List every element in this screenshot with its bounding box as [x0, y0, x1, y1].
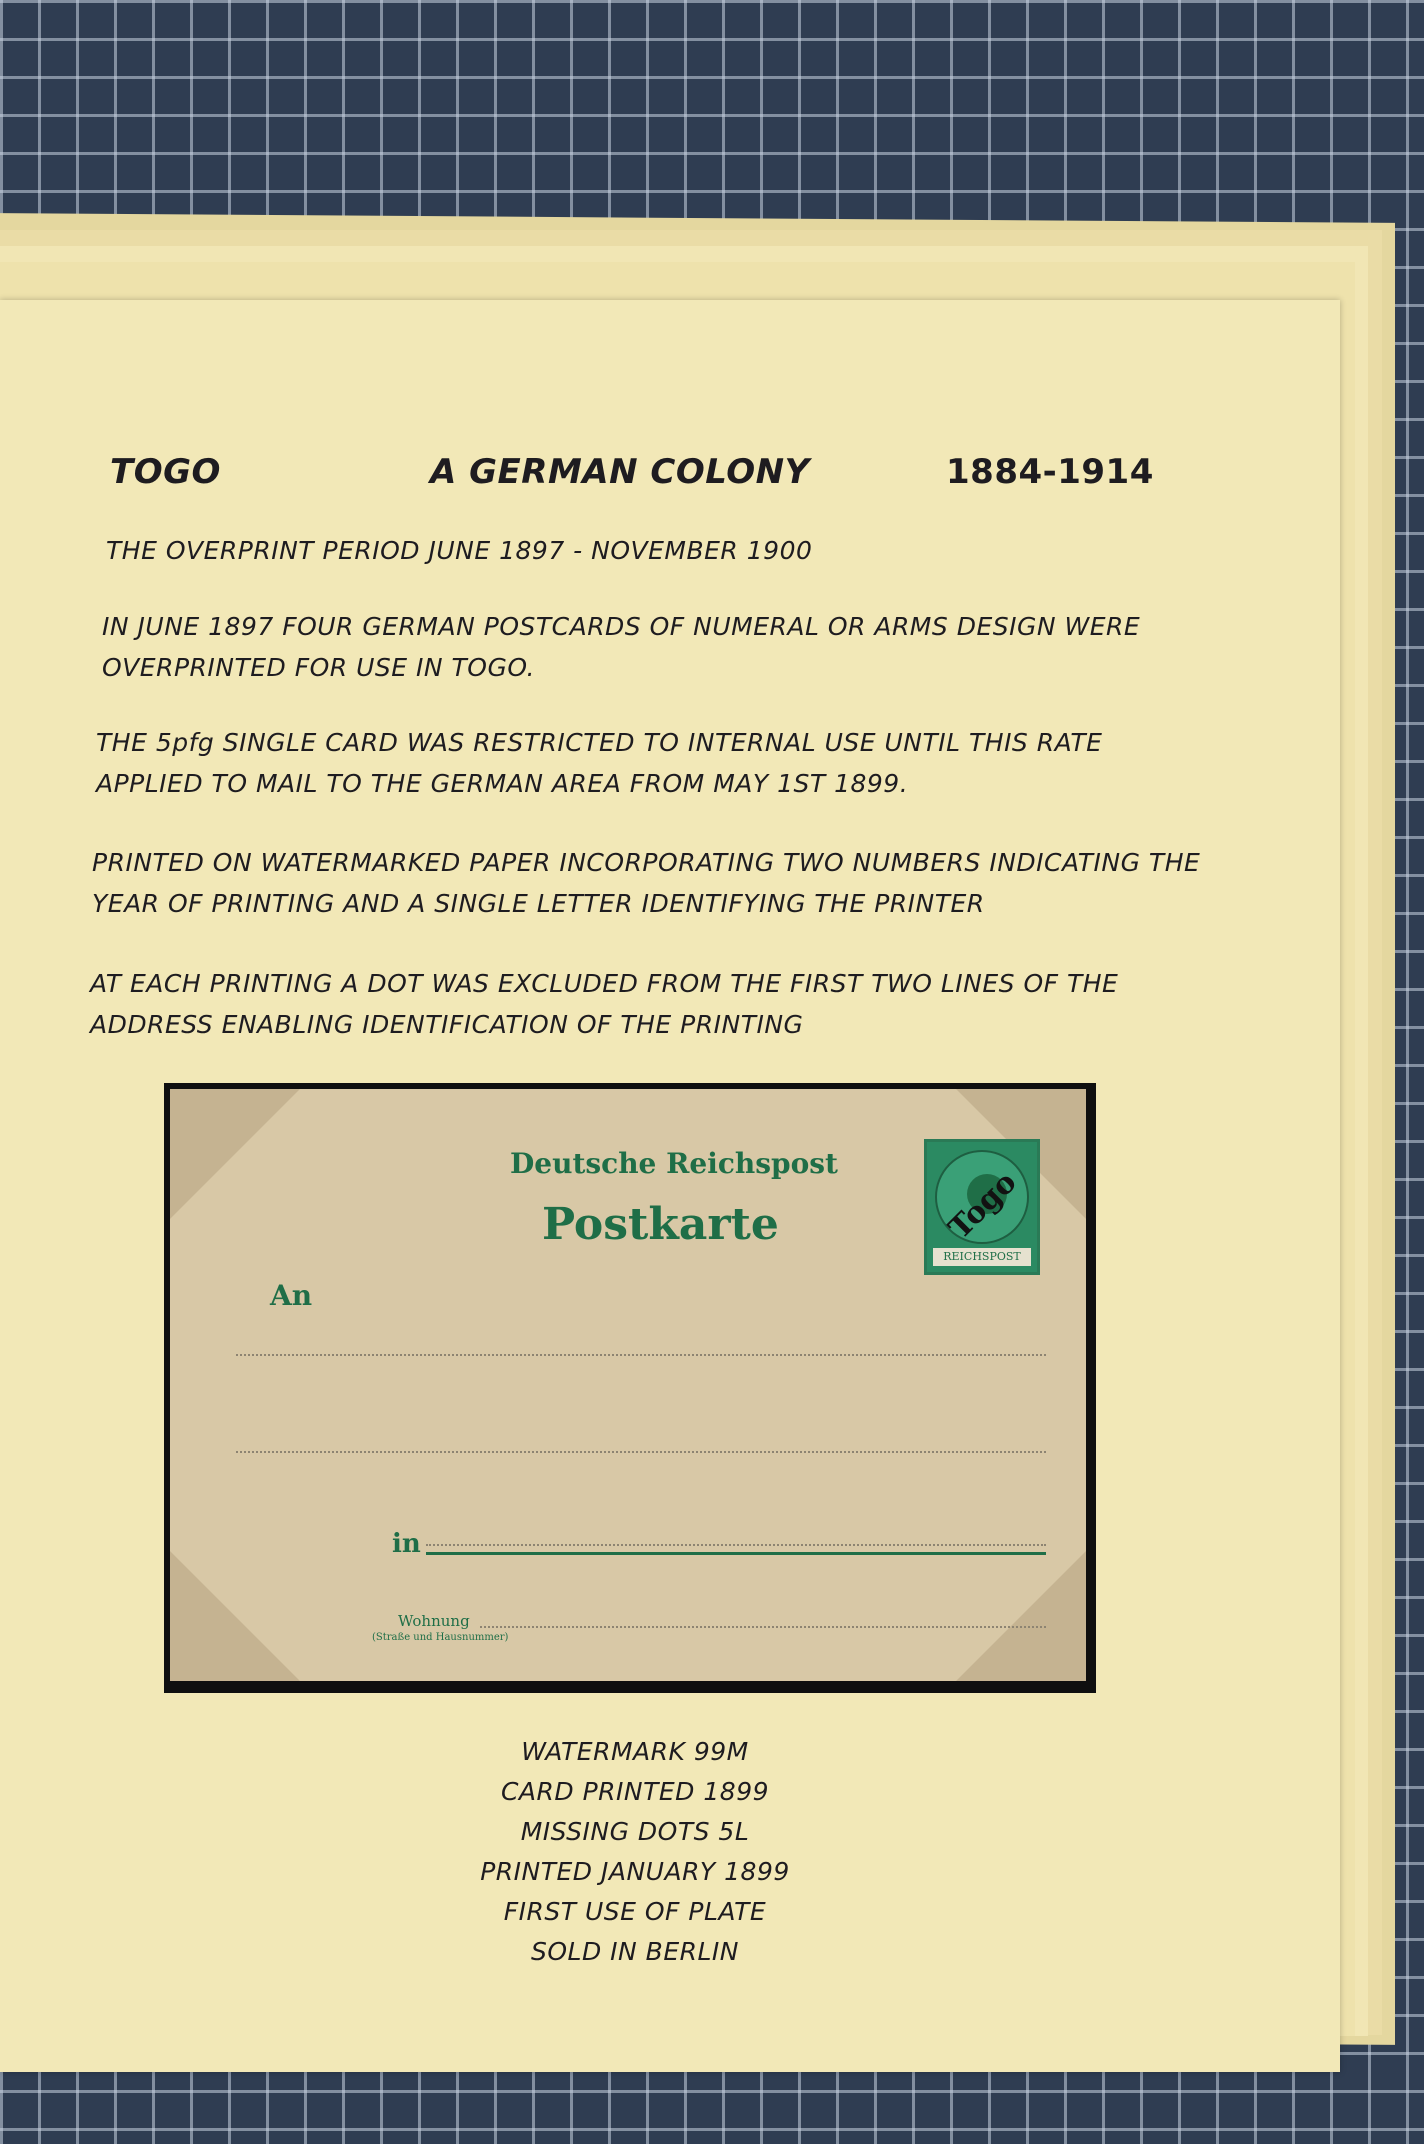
paragraph-single-card	[96, 722, 1102, 804]
paragraph-postcards	[102, 606, 1140, 688]
caption-line: FIRST USE OF PLATE	[503, 1897, 767, 1926]
postcard	[170, 1089, 1086, 1681]
paragraph-line: THE 5pfg SINGLE CARD WAS RESTRICTED TO INTERNAL USE UNTIL THIS RATE	[96, 728, 1103, 757]
paragraph-line: AT EACH PRINTING A DOT WAS EXCLUDED FROM THE FIRST TWO LINES OF THE	[90, 969, 1119, 998]
paragraph-line: APPLIED TO MAIL TO THE GERMAN AREA FROM MAY 1ST 1899.	[96, 769, 909, 798]
mount-corner	[170, 1089, 300, 1219]
caption-line: SOLD IN BERLIN	[530, 1937, 739, 1966]
mount-corner	[170, 1551, 300, 1681]
stamp-label: REICHSPOST	[933, 1248, 1031, 1266]
town-line	[426, 1552, 1046, 1555]
paragraph-line: IN JUNE 1897 FOUR GERMAN POSTCARDS OF NUMERAL OR ARMS DESIGN WERE	[102, 612, 1141, 641]
caption-line: PRINTED JANUARY 1899	[480, 1857, 790, 1886]
paragraph-line: PRINTED ON WATERMARKED PAPER INCORPORATING TWO NUMBERS INDICATING THE	[92, 848, 1201, 877]
caption-block	[0, 1732, 1270, 1972]
header-country: TOGO	[110, 452, 221, 492]
paragraph-line: YEAR OF PRINTING AND A SINGLE LETTER IDENTIFYING THE PRINTER	[92, 889, 985, 918]
paragraph-line: OVERPRINTED FOR USE IN TOGO.	[102, 653, 535, 682]
togo-overprint: Togo	[942, 1164, 1024, 1247]
caption-line: MISSING DOTS 5L	[520, 1817, 750, 1846]
album-page	[0, 300, 1340, 2072]
residence-line	[480, 1626, 1046, 1628]
caption-line: WATERMARK 99M	[521, 1737, 749, 1766]
paragraph-overprint-period	[106, 530, 812, 571]
address-line	[236, 1451, 1046, 1453]
postcard-title: Postkarte	[542, 1199, 779, 1250]
mount-corner	[956, 1551, 1086, 1681]
postcard-heading: Deutsche Reichspost	[510, 1147, 838, 1180]
postcard-mount	[164, 1083, 1096, 1693]
address-label: An	[270, 1279, 313, 1312]
header-dates: 1884-1914	[946, 452, 1154, 492]
paragraph-line: ADDRESS ENABLING IDENTIFICATION OF THE PRINTING	[90, 1010, 804, 1039]
header-title: A GERMAN COLONY	[430, 452, 810, 492]
paragraph-dots	[90, 963, 1118, 1045]
residence-label: Wohnung	[398, 1612, 470, 1630]
address-line	[426, 1544, 1046, 1546]
paragraph-line: THE OVERPRINT PERIOD JUNE 1897 - NOVEMBER 1900	[106, 536, 813, 565]
address-line	[236, 1354, 1046, 1356]
paragraph-watermark	[92, 842, 1200, 924]
imprinted-stamp	[924, 1139, 1040, 1275]
residence-sublabel: (Straße und Hausnummer)	[372, 1632, 509, 1643]
caption-line: CARD PRINTED 1899	[500, 1777, 770, 1806]
town-label: in	[392, 1529, 421, 1559]
